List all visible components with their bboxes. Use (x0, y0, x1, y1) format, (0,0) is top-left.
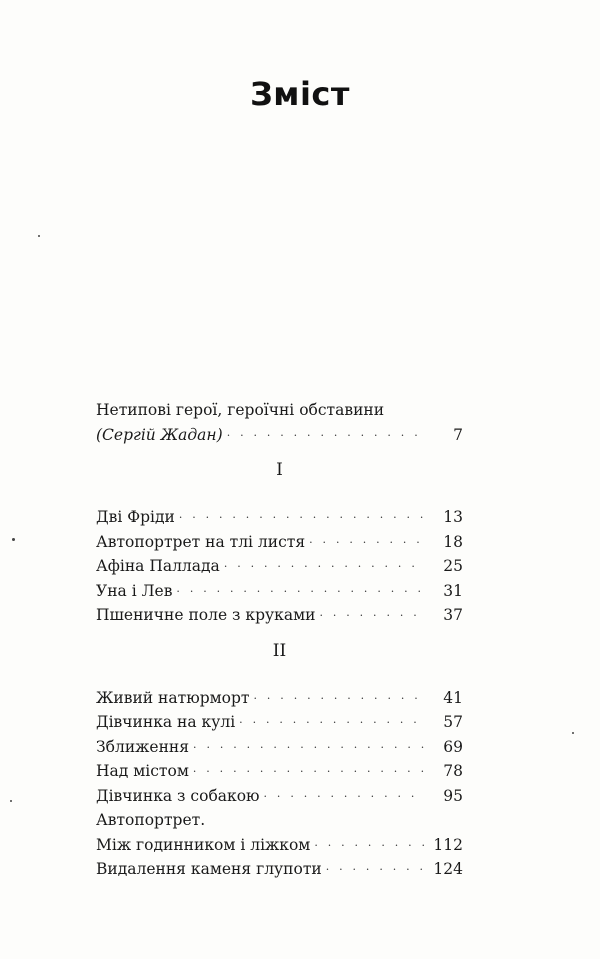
toc-entry-title: Зближення (96, 737, 190, 756)
toc-entry-title: Автопортрет. (96, 811, 206, 829)
leader-dots (326, 858, 425, 883)
page-title: Зміст (250, 75, 350, 113)
toc-entry-multiline-line1 (96, 808, 463, 833)
leader-dots (309, 531, 425, 556)
toc-entry (96, 710, 463, 735)
toc-entry-title: Дівчинка на кулі (96, 713, 236, 731)
toc-page-number: 95 (443, 786, 463, 805)
toc-entry-title: Над містом (96, 762, 189, 780)
toc-entry (96, 784, 463, 809)
toc-entry-title: Видалення каменя глупоти (96, 860, 322, 878)
scan-speck (12, 538, 15, 541)
leader-dots (176, 580, 425, 605)
toc-entry-title: Дівчинка з собакою (96, 786, 260, 805)
toc-entry-title: Уна і Лев (96, 581, 173, 600)
toc-entry-author: (Сергій Жадан) (96, 425, 223, 444)
toc-page-number: 7 (453, 425, 463, 444)
toc-page-number: 13 (443, 508, 463, 526)
leader-dots (193, 760, 425, 785)
leader-dots (319, 604, 425, 629)
leader-dots (227, 424, 425, 449)
toc-entry (96, 759, 463, 784)
toc-entry (96, 833, 463, 858)
leader-dots (314, 834, 425, 859)
toc-entry-title: Дві Фріди (96, 508, 175, 526)
toc-entry (96, 603, 463, 628)
section-heading-1: I (276, 460, 283, 480)
toc-entry-title: Афіна Паллада (96, 557, 220, 575)
toc-entry-title: Пшеничне поле з круками (96, 606, 316, 624)
toc-entry (96, 857, 463, 882)
leader-dots (193, 736, 425, 761)
scan-speck (10, 800, 12, 802)
toc-page-number: 69 (443, 737, 463, 756)
scan-speck (38, 235, 40, 237)
toc-page-number: 124 (433, 860, 463, 878)
toc-entry (96, 579, 463, 604)
toc-entry (96, 735, 463, 760)
toc-page-number: 57 (443, 713, 463, 731)
leader-dots (179, 506, 425, 531)
toc-page-number: 112 (433, 835, 463, 854)
toc-page-number: 37 (443, 606, 463, 624)
leader-dots (224, 555, 425, 580)
leader-dots (254, 687, 425, 712)
toc-entry (96, 554, 463, 579)
section-heading-2: II (272, 640, 287, 661)
toc-entry (96, 686, 463, 711)
scan-speck (572, 732, 574, 734)
toc-page-number: 18 (443, 532, 463, 551)
toc-entry-title: Нетипові герої, героїчні обставини (96, 401, 385, 419)
leader-dots (264, 785, 425, 810)
toc-page-number: 25 (443, 557, 463, 575)
toc-entry-title: Живий натюрморт (96, 688, 250, 707)
toc-entry-title: Між годинником і ліжком (96, 835, 311, 854)
toc-entry-intro-line2 (96, 423, 463, 448)
leader-dots (239, 711, 425, 736)
toc-entry-intro-line1 (96, 398, 463, 423)
toc-page-number: 41 (443, 688, 463, 707)
table-of-contents (96, 398, 463, 882)
toc-entry (96, 530, 463, 555)
toc-entry-title: Автопортрет на тлі листя (96, 532, 306, 551)
toc-entry (96, 505, 463, 530)
toc-page-number: 31 (443, 581, 463, 600)
toc-page-number: 78 (443, 762, 463, 780)
